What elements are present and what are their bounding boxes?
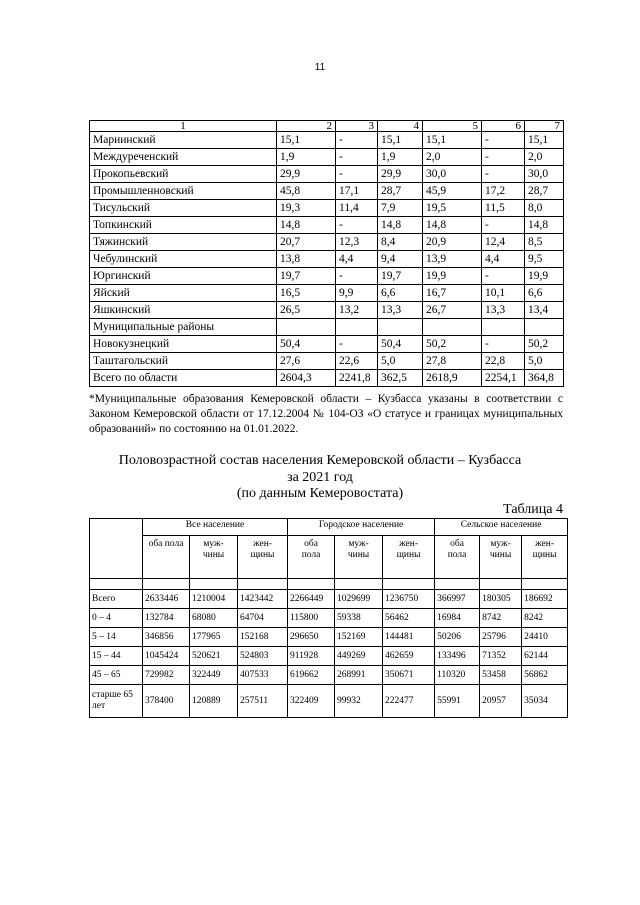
header-cell: 4: [378, 121, 423, 132]
value-cell: 11,5: [482, 200, 525, 217]
value-cell: 8742: [480, 609, 522, 628]
spacer-cell: [480, 579, 522, 590]
value-cell: 4,4: [336, 251, 378, 268]
group-header-cell: Сельское население: [435, 519, 568, 536]
value-cell: 14,8: [423, 217, 482, 234]
age-group-cell: 15 – 44: [90, 647, 143, 666]
header-cell: 3: [336, 121, 378, 132]
value-cell: 22,6: [336, 353, 378, 370]
value-cell: 71352: [480, 647, 522, 666]
value-cell: 14,8: [378, 217, 423, 234]
value-cell: 524803: [238, 647, 288, 666]
value-cell: 1423442: [238, 590, 288, 609]
spacer-cell: [522, 579, 568, 590]
value-cell: 29,9: [277, 166, 336, 183]
subheader-cell: жен- щины: [238, 536, 288, 579]
value-cell: 15,1: [423, 132, 482, 149]
value-cell: 56462: [383, 609, 435, 628]
value-cell: -: [482, 268, 525, 285]
header-cell: 7: [525, 121, 564, 132]
value-cell: 6,6: [378, 285, 423, 302]
value-cell: 15,1: [378, 132, 423, 149]
value-cell: 1045424: [143, 647, 190, 666]
table-row: [90, 200, 564, 217]
value-cell: 29,9: [378, 166, 423, 183]
table-row: [90, 183, 564, 200]
district-name-cell: Новокузнецкий: [90, 336, 277, 353]
subheader-cell: оба пола: [143, 536, 190, 579]
value-cell: 19,3: [277, 200, 336, 217]
district-name-cell: Муниципальные районы: [90, 319, 277, 336]
district-table: [89, 120, 564, 387]
value-cell: 7,9: [378, 200, 423, 217]
value-cell: 619662: [288, 666, 335, 685]
value-cell: 99932: [335, 685, 383, 718]
value-cell: 19,7: [378, 268, 423, 285]
value-cell: 729982: [143, 666, 190, 685]
value-cell: 449269: [335, 647, 383, 666]
value-cell: 378400: [143, 685, 190, 718]
value-cell: -: [482, 132, 525, 149]
district-name-cell: Чебулинский: [90, 251, 277, 268]
value-cell: [482, 319, 525, 336]
value-cell: 13,9: [423, 251, 482, 268]
value-cell: 1,9: [378, 149, 423, 166]
value-cell: 19,9: [525, 268, 564, 285]
value-cell: -: [482, 149, 525, 166]
value-cell: 19,5: [423, 200, 482, 217]
table-row: [90, 353, 564, 370]
value-cell: 5,0: [525, 353, 564, 370]
table-row: [90, 590, 568, 609]
district-name-cell: Топкинский: [90, 217, 277, 234]
header-cell: 5: [423, 121, 482, 132]
value-cell: -: [336, 149, 378, 166]
table-row: [90, 370, 564, 387]
group-header-cell: Городское население: [288, 519, 435, 536]
value-cell: [277, 319, 336, 336]
district-name-cell: Междуреченский: [90, 149, 277, 166]
value-cell: 15,1: [525, 132, 564, 149]
value-cell: 2241,8: [336, 370, 378, 387]
value-cell: 1029699: [335, 590, 383, 609]
value-cell: 2604,3: [277, 370, 336, 387]
section-title-line3: (по данным Кемеровостата): [236, 486, 404, 501]
value-cell: 19,7: [277, 268, 336, 285]
value-cell: 50,2: [525, 336, 564, 353]
value-cell: 177965: [190, 628, 238, 647]
value-cell: 19,9: [423, 268, 482, 285]
value-cell: 45,8: [277, 183, 336, 200]
table-row: [90, 149, 564, 166]
value-cell: 911928: [288, 647, 335, 666]
header-cell: 2: [277, 121, 336, 132]
value-cell: 5,0: [378, 353, 423, 370]
section-title-line1: Половозрастной состав населения Кемеровской области – Кузбасса: [118, 453, 522, 468]
value-cell: 64704: [238, 609, 288, 628]
district-name-cell: Всего по области: [90, 370, 277, 387]
corner-cell: [90, 519, 143, 579]
value-cell: 362,5: [378, 370, 423, 387]
value-cell: 257511: [238, 685, 288, 718]
value-cell: -: [336, 132, 378, 149]
district-name-cell: Промышленновский: [90, 183, 277, 200]
subheader-cell: муж- чины: [480, 536, 522, 579]
group-header-cell: Все население: [143, 519, 288, 536]
value-cell: 55991: [435, 685, 480, 718]
value-cell: 152168: [238, 628, 288, 647]
value-cell: 180305: [480, 590, 522, 609]
section-title-line2: за 2021 год: [287, 470, 353, 485]
spacer-cell: [435, 579, 480, 590]
value-cell: 50,4: [378, 336, 423, 353]
value-cell: 350671: [383, 666, 435, 685]
value-cell: -: [336, 217, 378, 234]
district-name-cell: Мариинский: [90, 132, 277, 149]
subheader-cell: оба пола: [435, 536, 480, 579]
value-cell: 25796: [480, 628, 522, 647]
age-group-cell: 5 – 14: [90, 628, 143, 647]
spacer-cell: [383, 579, 435, 590]
value-cell: 2266449: [288, 590, 335, 609]
table-row: [90, 628, 568, 647]
district-name-cell: Таштагольский: [90, 353, 277, 370]
value-cell: 2254,1: [482, 370, 525, 387]
subheader-cell: муж- чины: [335, 536, 383, 579]
value-cell: -: [336, 336, 378, 353]
value-cell: 110320: [435, 666, 480, 685]
value-cell: 13,4: [525, 302, 564, 319]
value-cell: 366997: [435, 590, 480, 609]
spacer-row: [90, 579, 568, 590]
value-cell: -: [482, 217, 525, 234]
value-cell: 30,0: [423, 166, 482, 183]
value-cell: 26,7: [423, 302, 482, 319]
value-cell: 68080: [190, 609, 238, 628]
value-cell: 12,4: [482, 234, 525, 251]
table-label: Таблица 4: [503, 502, 563, 517]
district-name-cell: Яйский: [90, 285, 277, 302]
table-row: [90, 268, 564, 285]
value-cell: 15,1: [277, 132, 336, 149]
table-row: [90, 234, 564, 251]
value-cell: 20,9: [423, 234, 482, 251]
value-cell: 132784: [143, 609, 190, 628]
value-cell: 16984: [435, 609, 480, 628]
subheader-row: [90, 536, 568, 579]
value-cell: -: [482, 166, 525, 183]
value-cell: 50206: [435, 628, 480, 647]
district-name-cell: Яшкинский: [90, 302, 277, 319]
value-cell: 17,1: [336, 183, 378, 200]
value-cell: 144481: [383, 628, 435, 647]
value-cell: 186692: [522, 590, 568, 609]
value-cell: 35034: [522, 685, 568, 718]
value-cell: 152169: [335, 628, 383, 647]
value-cell: 10,1: [482, 285, 525, 302]
group-header-row: [90, 519, 568, 536]
table-header-row: [90, 121, 564, 132]
age-group-cell: 45 – 65: [90, 666, 143, 685]
value-cell: 9,4: [378, 251, 423, 268]
value-cell: 2,0: [423, 149, 482, 166]
value-cell: 322409: [288, 685, 335, 718]
value-cell: [525, 319, 564, 336]
value-cell: 2618,9: [423, 370, 482, 387]
header-cell: 1: [90, 121, 277, 132]
value-cell: 20957: [480, 685, 522, 718]
spacer-cell: [288, 579, 335, 590]
value-cell: [336, 319, 378, 336]
value-cell: 407533: [238, 666, 288, 685]
value-cell: 14,8: [525, 217, 564, 234]
table-row: [90, 647, 568, 666]
value-cell: [378, 319, 423, 336]
value-cell: 8,0: [525, 200, 564, 217]
value-cell: 30,0: [525, 166, 564, 183]
table-row: [90, 666, 568, 685]
district-name-cell: Тяжинский: [90, 234, 277, 251]
value-cell: 16,5: [277, 285, 336, 302]
value-cell: 322449: [190, 666, 238, 685]
value-cell: 1,9: [277, 149, 336, 166]
value-cell: 9,9: [336, 285, 378, 302]
value-cell: 53458: [480, 666, 522, 685]
spacer-cell: [335, 579, 383, 590]
value-cell: 13,8: [277, 251, 336, 268]
value-cell: 1236750: [383, 590, 435, 609]
value-cell: 520621: [190, 647, 238, 666]
value-cell: 115800: [288, 609, 335, 628]
value-cell: 27,8: [423, 353, 482, 370]
value-cell: 17,2: [482, 183, 525, 200]
table-row: [90, 132, 564, 149]
value-cell: 14,8: [277, 217, 336, 234]
value-cell: 24410: [522, 628, 568, 647]
value-cell: 133496: [435, 647, 480, 666]
subheader-cell: жен- щины: [383, 536, 435, 579]
value-cell: 50,2: [423, 336, 482, 353]
value-cell: 13,3: [482, 302, 525, 319]
value-cell: 2,0: [525, 149, 564, 166]
value-cell: 16,7: [423, 285, 482, 302]
table-row: [90, 217, 564, 234]
value-cell: 28,7: [525, 183, 564, 200]
table-row: [90, 285, 564, 302]
page-number: 11: [314, 62, 326, 73]
value-cell: 28,7: [378, 183, 423, 200]
value-cell: 4,4: [482, 251, 525, 268]
value-cell: 9,5: [525, 251, 564, 268]
value-cell: 268991: [335, 666, 383, 685]
header-cell: 6: [482, 121, 525, 132]
value-cell: 8,4: [378, 234, 423, 251]
district-name-cell: Прокопьевский: [90, 166, 277, 183]
value-cell: 2633446: [143, 590, 190, 609]
age-group-cell: 0 – 4: [90, 609, 143, 628]
value-cell: 20,7: [277, 234, 336, 251]
population-table: [89, 518, 568, 718]
table-row: [90, 251, 564, 268]
value-cell: 13,2: [336, 302, 378, 319]
district-name-cell: Юргинский: [90, 268, 277, 285]
subheader-cell: оба пола: [288, 536, 335, 579]
value-cell: 50,4: [277, 336, 336, 353]
value-cell: 462659: [383, 647, 435, 666]
spacer-cell: [90, 579, 143, 590]
value-cell: -: [336, 268, 378, 285]
value-cell: 120889: [190, 685, 238, 718]
table-row: [90, 685, 568, 718]
value-cell: 26,5: [277, 302, 336, 319]
value-cell: 62144: [522, 647, 568, 666]
value-cell: 8242: [522, 609, 568, 628]
footnote: *Муниципальные образования Кемеровской области – Кузбасса указаны в соответствии с Законом Кемеровской области от 17.12.2004 № 104-ОЗ «О статусе и границах муниципальных образований» по состоянию на 01.01.2022.: [89, 393, 563, 435]
value-cell: 56862: [522, 666, 568, 685]
value-cell: 296650: [288, 628, 335, 647]
value-cell: 12,3: [336, 234, 378, 251]
table-row: [90, 319, 564, 336]
table-row: [90, 302, 564, 319]
value-cell: 8,5: [525, 234, 564, 251]
district-name-cell: Тисульский: [90, 200, 277, 217]
table-row: [90, 166, 564, 183]
table-row: [90, 336, 564, 353]
subheader-cell: муж- чины: [190, 536, 238, 579]
value-cell: 346856: [143, 628, 190, 647]
value-cell: 6,6: [525, 285, 564, 302]
value-cell: 364,8: [525, 370, 564, 387]
age-group-cell: старше 65 лет: [90, 685, 143, 718]
value-cell: 1210004: [190, 590, 238, 609]
value-cell: 22,8: [482, 353, 525, 370]
value-cell: 13,3: [378, 302, 423, 319]
value-cell: 222477: [383, 685, 435, 718]
spacer-cell: [143, 579, 190, 590]
value-cell: 27,6: [277, 353, 336, 370]
value-cell: -: [336, 166, 378, 183]
value-cell: [423, 319, 482, 336]
value-cell: -: [482, 336, 525, 353]
value-cell: 11,4: [336, 200, 378, 217]
spacer-cell: [190, 579, 238, 590]
value-cell: 59338: [335, 609, 383, 628]
age-group-cell: Всего: [90, 590, 143, 609]
subheader-cell: жен- щины: [522, 536, 568, 579]
spacer-cell: [238, 579, 288, 590]
value-cell: 45,9: [423, 183, 482, 200]
table-row: [90, 609, 568, 628]
